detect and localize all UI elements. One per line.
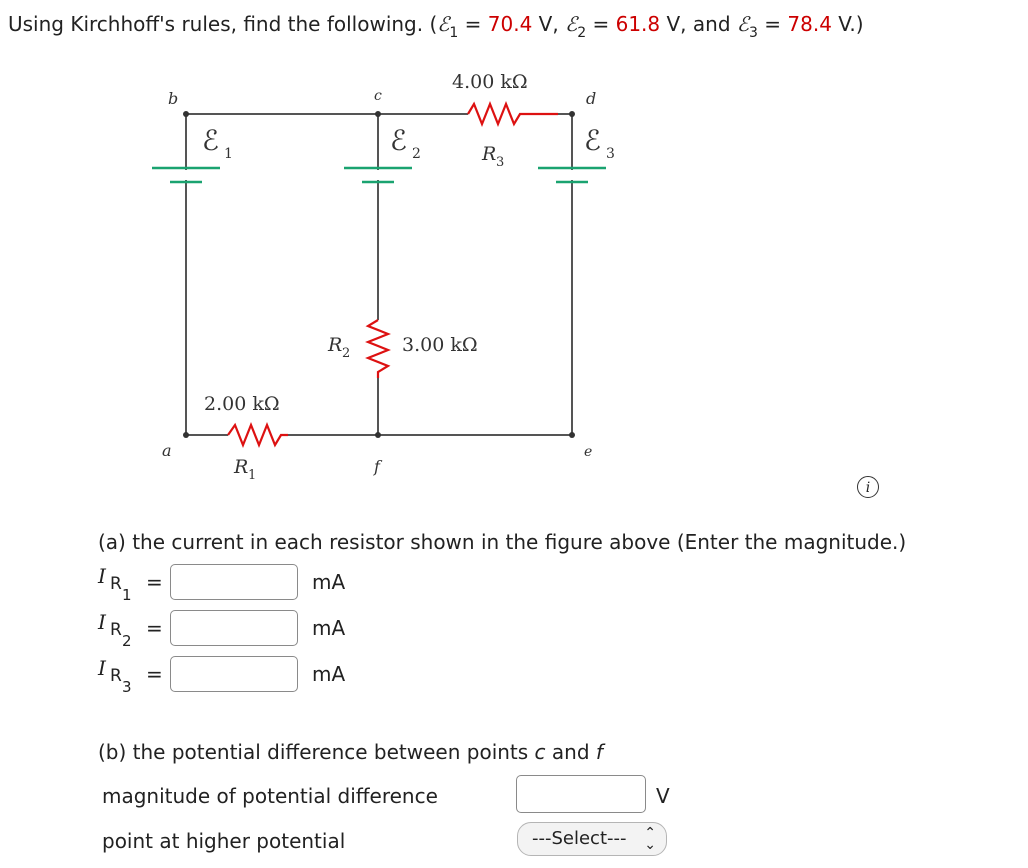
ir2-label: [98, 610, 132, 650]
node-b-dot: [183, 111, 189, 117]
resistor-r3: [468, 104, 558, 124]
ir2-equals: =: [146, 616, 163, 640]
ir1-n: 1: [122, 586, 132, 604]
select-value: ---Select---: [532, 828, 627, 849]
part-a-prompt: (a) the current in each resistor shown in the figure above (Enter the magnitude.): [98, 530, 907, 554]
magnitude-label: magnitude of potential difference: [102, 784, 438, 808]
ir3-equals: =: [146, 662, 163, 686]
ir3-symbol: I: [98, 656, 106, 680]
node-c-label: c: [374, 88, 382, 104]
emf3-value: 78.4: [787, 12, 832, 36]
emf3-symbol-label: ℰ: [584, 124, 601, 157]
emf2-equals: =: [586, 12, 616, 36]
answer-row-ir3: [98, 656, 398, 696]
answer-row-ir2: [98, 610, 398, 650]
question-prefix: Using Kirchhoff's rules, find the following. (: [8, 12, 438, 36]
emf1-subscript-label: 1: [224, 146, 233, 162]
emf3-equals: =: [757, 12, 788, 36]
resistor-r1: [228, 425, 288, 445]
node-f-dot: [375, 432, 381, 438]
r2-value-label: 3.00 kΩ: [402, 334, 478, 356]
ir2-n: 2: [122, 632, 132, 650]
answer-row-ir1: [98, 564, 398, 604]
chevron-updown-icon: ⌃ ⌄: [644, 825, 656, 853]
node-a-label: a: [162, 441, 172, 460]
node-a-dot: [183, 432, 189, 438]
batteries: [152, 168, 606, 182]
ir2-input[interactable]: [170, 610, 298, 646]
emf2-subscript: 2: [577, 25, 587, 41]
wire-bottom-right: [288, 180, 572, 435]
higher-potential-select[interactable]: [517, 822, 667, 856]
emf3-subscript-label: 3: [606, 146, 615, 162]
part-b-point-c: c: [534, 740, 546, 764]
ir3-n: 3: [122, 678, 132, 696]
r1-subscript-label: 1: [248, 468, 257, 483]
emf2-symbol-label: ℰ: [390, 124, 407, 157]
magnitude-input[interactable]: [516, 775, 646, 813]
higher-potential-label: point at higher potential: [102, 829, 346, 853]
r1-name-label: R: [234, 456, 249, 478]
ir3-r: R: [110, 666, 122, 686]
circuit-wires: [186, 114, 572, 435]
r3-name-label: R: [482, 143, 497, 165]
ir3-unit: mA: [312, 662, 346, 686]
part-b-prefix: (b) the potential difference between points: [98, 740, 535, 764]
ir1-equals: =: [146, 570, 163, 594]
emf1-subscript: 1: [449, 25, 459, 41]
emf1-value: 70.4: [487, 12, 533, 36]
node-f-label: f: [374, 457, 380, 476]
emf1-unit: V,: [532, 12, 566, 36]
ir1-unit: mA: [312, 570, 346, 594]
node-c-dot: [375, 111, 381, 117]
node-d-label: d: [586, 89, 597, 108]
emf3-symbol: ℰ: [736, 12, 749, 36]
r3-subscript-label: 3: [496, 155, 505, 170]
emf1-equals: =: [458, 12, 488, 36]
r2-subscript-label: 2: [342, 346, 351, 361]
resistor-r2: [368, 320, 388, 378]
emf3-unit: V.): [831, 12, 864, 36]
magnitude-unit: V: [656, 784, 670, 808]
r3-value-label: 4.00 kΩ: [452, 71, 528, 93]
node-e-label: e: [584, 444, 593, 460]
r2-name-label: R: [328, 334, 343, 356]
ir2-symbol: I: [98, 610, 106, 634]
ir1-symbol: I: [98, 564, 106, 588]
emf2-unit: V, and: [660, 12, 737, 36]
ir1-label: [98, 564, 132, 604]
node-b-label: b: [168, 89, 179, 108]
node-e-dot: [569, 432, 575, 438]
emf1-symbol-label: ℰ: [202, 124, 219, 157]
ir2-r: R: [110, 620, 122, 640]
emf2-value: 61.8: [615, 12, 661, 36]
part-b-point-f: f: [595, 740, 603, 764]
ir3-label: [98, 656, 132, 696]
info-icon[interactable]: i: [857, 476, 879, 498]
emf2-symbol: ℰ: [565, 12, 578, 36]
circuit-diagram: [140, 62, 640, 492]
node-d-dot: [569, 111, 575, 117]
part-b-and: and: [545, 740, 596, 764]
emf3-subscript: 3: [749, 25, 758, 41]
r1-value-label: 2.00 kΩ: [204, 393, 280, 415]
ir3-input[interactable]: [170, 656, 298, 692]
part-b-prompt: [98, 740, 603, 764]
emf1-symbol: ℰ: [437, 12, 450, 36]
emf2-subscript-label: 2: [412, 146, 421, 162]
question-text: [8, 12, 864, 41]
ir1-input[interactable]: [170, 564, 298, 600]
ir1-r: R: [110, 574, 122, 594]
ir2-unit: mA: [312, 616, 346, 640]
wire-d: [558, 114, 572, 170]
